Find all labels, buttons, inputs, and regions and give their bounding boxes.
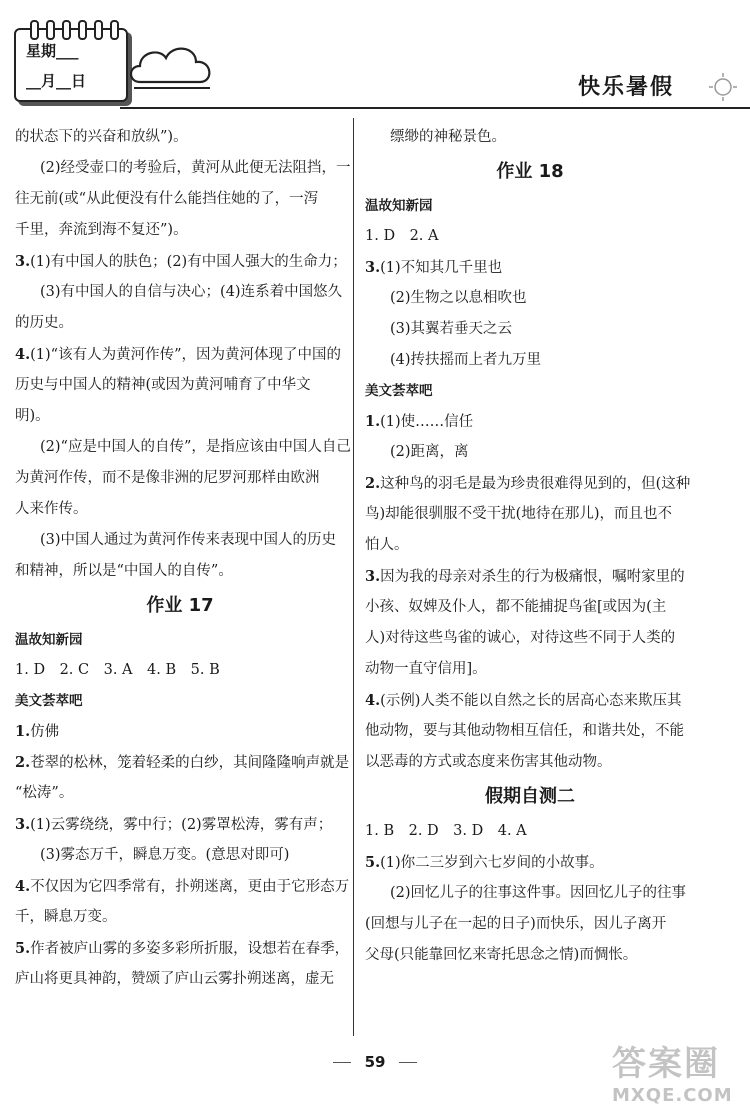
text-line: “松涛”。: [15, 785, 74, 801]
item-text: 仿佛: [30, 724, 60, 740]
item-text: (1)使……信任: [380, 414, 474, 430]
subsection-heading: 温故知新园: [365, 198, 433, 214]
footer-dash: [333, 1062, 351, 1063]
answer-item: [365, 468, 695, 499]
item-number: 4.: [15, 346, 31, 363]
logo-text: 快乐暑假: [578, 75, 675, 100]
text-line: 鸟)却能很驯服不受干扰(地待在那儿)，而且也不: [365, 506, 672, 522]
answer-item: [15, 747, 350, 778]
text-line: 以恶毒的方式或态度来伤害其他动物。: [365, 754, 612, 770]
answer-item: [15, 246, 345, 277]
answer-item: [365, 685, 695, 716]
watermark-url: MXQE.COM: [612, 1085, 733, 1106]
text-line: 父母(只能靠回忆来寄托思念之情)而惆怅。: [365, 947, 638, 963]
text-line: (回想与儿子在一起的日子)而快乐，因儿子离开: [365, 916, 667, 932]
text-line: 怕人。: [365, 537, 409, 553]
logo: [578, 70, 738, 110]
page-header: [0, 0, 750, 120]
watermark-logo: 答案圈: [612, 1044, 720, 1084]
item-number: 4.: [15, 878, 31, 895]
text-line: 为黄河作传，而不是像非洲的尼罗河那样由欧洲: [15, 470, 320, 486]
answer-item: [15, 339, 345, 370]
item-text: (1)“该有人为黄河作传”，因为黄河体现了中国的: [30, 347, 342, 363]
item-text: (1)有中国人的肤色；(2)有中国人强大的生命力；: [30, 254, 347, 270]
text-line: (3)中国人通过为黄河作传来表现中国人的历史: [40, 532, 337, 548]
item-number: 4.: [365, 692, 381, 709]
text-line: (3)其翼若垂天之云: [390, 321, 513, 337]
text-line: 1. B 2. D 3. D 4. A: [365, 823, 527, 839]
column-divider: [353, 118, 354, 1036]
text-line: 动物一直守信用]。: [365, 661, 487, 677]
text-line: (2)距离，离: [390, 444, 469, 460]
item-number: 5.: [15, 940, 31, 957]
text-line: 往无前(或“从此便没有什么能挡住她的了，一泻: [15, 191, 319, 207]
text-line: 1. D 2. A: [365, 228, 439, 244]
section-title: 作业 17: [146, 595, 214, 616]
calendar-rings: [24, 20, 124, 36]
sun-icon: [708, 72, 738, 102]
item-text: (1)你二三岁到六七岁间的小故事。: [380, 855, 604, 871]
text-line: (2)经受壶口的考验后，黄河从此便无法阻挡，一: [40, 160, 351, 176]
weekday-label: 星期___: [26, 42, 79, 60]
text-line: (4)抟扶摇而上者九万里: [390, 352, 542, 368]
text-line: 的历史。: [15, 315, 73, 331]
text-line: 他动物，要与其他动物相互信任，和谐共处，不能: [365, 723, 684, 739]
item-text: (示例)人类不能以自然之长的居高心态来欺压其: [380, 693, 682, 709]
text-line: 千，瞬息万变。: [15, 909, 117, 925]
item-number: 2.: [365, 475, 381, 492]
calendar-graphic: [14, 28, 128, 102]
section-title: 假期自测二: [485, 786, 575, 807]
item-number: 5.: [365, 854, 381, 871]
text-line: (3)有中国人的自信与决心；(4)连系着中国悠久: [40, 284, 343, 300]
subsection-heading: 温故知新园: [15, 632, 83, 648]
text-line: 人)对待这些鸟雀的诚心，对待这些不同于人类的: [365, 630, 676, 646]
section-title: 作业 18: [496, 161, 564, 182]
date-label: __月__日: [26, 72, 87, 90]
cloud-icon: [126, 38, 216, 94]
answer-item: [15, 809, 345, 840]
subsection-heading: 美文荟萃吧: [365, 383, 433, 399]
text-line: 庐山将更具神韵，赞颂了庐山云雾扑朔迷离，虚无: [15, 971, 334, 987]
item-number: 1.: [15, 723, 31, 740]
item-text: (1)云雾绕绕，雾中行；(2)雾罩松涛，雾有声；: [30, 817, 333, 833]
item-number: 1.: [365, 413, 381, 430]
answer-item: [365, 252, 695, 283]
text-line: (2)生物之以息相吹也: [390, 290, 527, 306]
answer-item: [15, 871, 350, 902]
page-number: 59: [364, 1053, 386, 1071]
text-line: (2)“应是中国人的自传”，是指应该由中国人自己: [40, 439, 351, 455]
answer-item: [365, 847, 695, 878]
text-line: 1. D 2. C 3. A 4. B 5. B: [15, 662, 220, 678]
item-number: 3.: [15, 253, 31, 270]
item-number: 2.: [15, 754, 31, 771]
text-line: 历史与中国人的精神(或因为黄河哺育了中华文: [15, 377, 311, 393]
text-line: (2)回忆儿子的往事这件事。因回忆儿子的往事: [390, 885, 687, 901]
text-line: 和精神，所以是“中国人的自传”。: [15, 563, 233, 579]
left-column: [15, 122, 351, 995]
text-line: (3)雾态万千，瞬息万变。(意思对即可): [40, 847, 290, 863]
text-line: 的状态下的兴奋和放纵”)。: [15, 129, 188, 145]
right-column: [365, 122, 695, 971]
item-number: 3.: [15, 816, 31, 833]
item-text: (1)不知其几千里也: [380, 260, 503, 276]
item-number: 3.: [365, 568, 381, 585]
text-line: 人来作传。: [15, 501, 88, 517]
subsection-heading: 美文荟萃吧: [15, 693, 83, 709]
text-line: 千里，奔流到海不复还”)。: [15, 222, 188, 238]
header-rule: [120, 107, 750, 109]
answer-item: [15, 716, 345, 747]
item-text: 这种鸟的羽毛是最为珍贵很难得见到的，但(这种: [380, 476, 691, 492]
item-number: 3.: [365, 259, 381, 276]
text-line: 小孩、奴婢及仆人，都不能捕捉鸟雀[或因为(主: [365, 599, 667, 615]
text-line: 缥缈的神秘景色。: [390, 129, 506, 145]
item-text: 苍翠的松林，笼着轻柔的白纱，其间隆隆响声就是: [30, 755, 350, 771]
footer-dash: [399, 1062, 417, 1063]
answer-item: [15, 933, 350, 964]
item-text: 不仅因为它四季常有，扑朔迷离，更由于它形态万: [30, 879, 350, 895]
watermark: [612, 1036, 744, 1112]
answer-item: [365, 561, 695, 592]
text-line: 明)。: [15, 408, 50, 424]
answer-item: [365, 406, 695, 437]
item-text: 作者被庐山雾的多姿多彩所折服，设想若在春季，: [30, 941, 350, 957]
item-text: 因为我的母亲对杀生的行为极痛恨，嘱咐家里的: [380, 569, 685, 585]
